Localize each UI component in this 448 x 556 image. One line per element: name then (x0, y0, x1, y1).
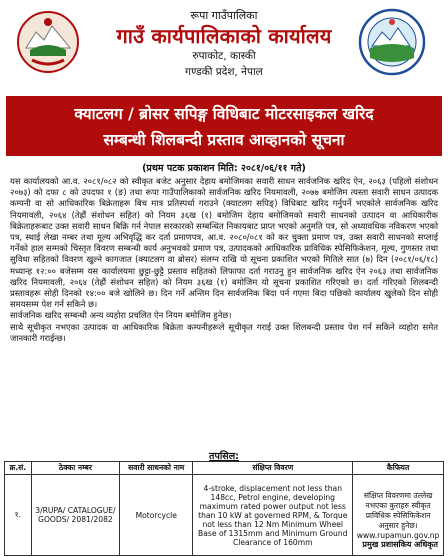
notice-title-line2: सम्बन्धी शिलबन्दी प्रस्ताव आव्हानको सूचना (103, 130, 345, 149)
header-description: संक्षिप्त विवरण (193, 462, 353, 475)
cell-description: 4-stroke, displacement not less than 148cc, Petrol engine, developing maximum rated power output not less than 10 kW at governed RPM, & Torque not less than 12 Nm Minimum Wheel Base of 1315mm and Minimum Ground Clearance of 160mm (193, 475, 353, 556)
header-vehicle: सवारी साधनको नाम (120, 462, 193, 475)
municipality-name: रूपा गाउँपालिका (190, 9, 258, 22)
publication-date: (प्रथम पटक प्रकाशन मिति: २०८१/०६/११ गते) (142, 163, 306, 174)
notice-body (10, 176, 438, 344)
office-location: रुपाकोट, कास्की (192, 50, 256, 62)
municipality-logo-icon (354, 8, 430, 76)
letterhead (0, 0, 448, 92)
header-tender-no: ठेक्का नम्बर (31, 462, 120, 475)
office-province: गण्डकी प्रदेश, नेपाल (185, 66, 263, 78)
cell-vehicle: Motorcycle (120, 475, 193, 556)
annex-title-text: तपसिल: (209, 451, 239, 462)
header-remarks: कैफियत (353, 462, 444, 475)
table-header-row (5, 462, 444, 475)
office-name: गाउँ कार्यपालिकाको कार्यालय (116, 24, 332, 48)
body-paragraph-2: सार्वजनिक खरिद सम्बन्धी अन्य व्यहोरा प्रचलित ऐन नियम बमोजिम हुनेछ। (10, 310, 232, 321)
signature-line: प्रमुख प्रशासकिय अधिकृत (362, 540, 438, 549)
cell-tender-no: 3/RUPA/ CATALOGUE/ GOODS/ 2081/2082 (31, 475, 120, 556)
cell-sn: १. (5, 475, 32, 556)
notice-title-band (6, 96, 442, 156)
cell-remarks: संक्षिप्त विवरणमा उल्लेख नभएका कुराहरु स्वीकृत प्राविधिक स्पेसिफिकेशन अनुसार हुनेछ। www.rupamun.gov.np (353, 475, 444, 556)
body-paragraph: यस कार्यालयको आ.व. २०८१/०८२ को स्वीकृत बजेट अनुसार देहाय बमोजिमका सवारी साधन सार्वजनिक खरिद ऐन, २०६३ (पहिलो संशोधन २०७३) को दफा ८ को उपदफा १ (ङ) तथा रूपा गाउँपालिकाको सार्वजनिक खरिद नियमावली, २०७७ बमोजिम त्यस्ता सवारी साधन उत्पादक कम्पनी वा सो आधिकारिक बिक्रेताहरू बिच मात्र प्रतिस्पर्धा गराउने (क्याटलग सपिङ्) विधिबाट खरिद गर्नुपर्ने भएकोले सार्वजनिक खरिद नियमावली, २०६४ (तेह्रौं संशोधन सहित) को नियम ३६ख (१) बमोजिम देहाय बमोजिमको सवारी साधनको उत्पादन वा आधिकारीक बिक्रेताहरूबाट उक्त सवारी साधन बिक्रि गर्न नेपाल सरकारको सम्बन्धित निकायबाट प्राप्त भएको अनुमति पत्र, सो अध्यावधिक नविकरण भएको पत्र, स्थाई लेखा नम्बर तथा मूल्य अभिवृद्धि कर दर्ता प्रमाणपत्र, आ.व. २०८०/०८१ को कर चुक्ता प्रमाण पत्र, उक्त सवारी साधनको सप्लाई गर्नेको हाल सम्मको चिस्तृत विवरण सम्बन्धी कार्य अनुभवको प्रमाण पत्र, उत्पादकको आधिकारिक प्राविधिक स्पेसिफिकेशन, मूल्य, गुणस्तर तथा सुविधा सहितको विवरण खुल्ने कागजात (क्याटलग वा ब्रोसर) संलग्न राखि यो सूचना प्रकाशित भएको मितिले सात (७) दिन (२०८१/०६/१८) मध्यान्ह १२:०० बजेसम्म यस कार्यालयमा छुट्टा-छुट्टै प्रस्ताव सहितको लिफाफा दर्ता गराउनु हुन सार्वजनिक खरिद ऐन २०६३ तथा सार्वजनिक खरिद नियमावली, २०६४ (तेह्रौं संशोधन सहित) को नियम ३६ख (१) बमोजिम यो सूचना प्रकाशित गरिएको छ। दर्ता गरिएको शिलबन्दी प्रस्तावहरू सोही दिनको १४:०० बजे खोलिने छ। दिन गर्ने अन्तिम दिन सार्वजनिक बिदा पर्न गएमा बिदा पछिको कार्यालय खुलेको दिन सोही समयसम्म पेश गर्न सकिने छ। (10, 176, 438, 310)
header-sn: क्र.सं. (5, 462, 32, 475)
notice-title-line1: क्याटलग / ब्रोसर सपिङ्ग विधिबाट मोटरसाइकल खरिद (74, 104, 374, 123)
body-paragraph-3: साथै सूचीकृत नभएका उत्पादक वा आधिकारिक बिक्रेता कम्पनीहरूले सूचीकृत गराई उक्त शिलबन्दी प्रस्ताव पेश गर्न सकिने व्यहोरा समेत जानकारी गराईन्छ। (10, 321, 438, 343)
